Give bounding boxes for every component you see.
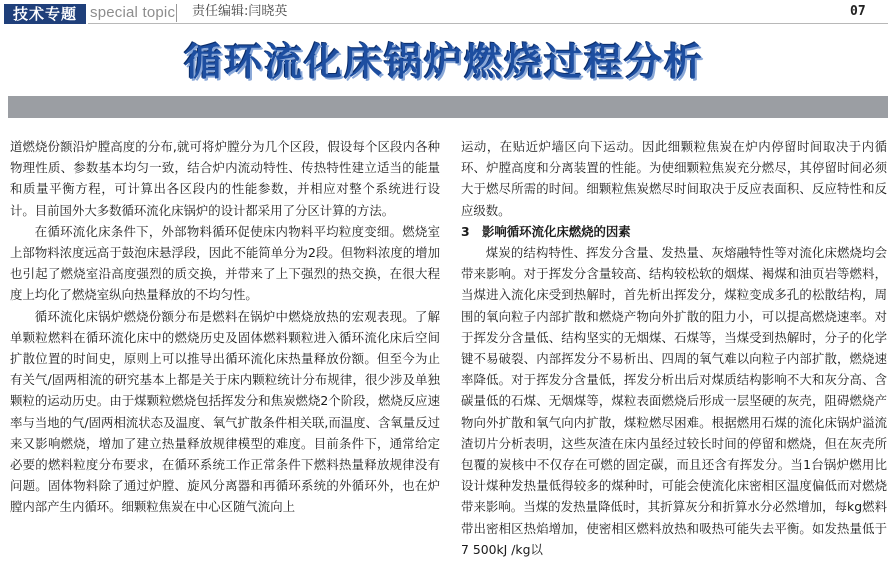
left-column: [10, 136, 440, 588]
header-rule: [88, 23, 888, 24]
paragraph: 煤炭的结构特性、挥发分含量、发热量、灰熔融特性等对流化床燃烧均会带来影响。对于挥发分含量较高、结构较松软的烟煤、褐煤和油页岩等燃料，当煤进入流化床受到热解时，首先析出挥发分，煤粒变成多孔的松散结构，周围的氧向粒子内部扩散和燃烧产物向外扩散的阻力小，可以提高燃烧速率。对于挥发分含量低、结构坚实的无烟煤、石煤等，当煤受到热解时，分子的化学键不易破裂、内部挥发分不易析出、四周的氧气难以向粒子内部扩散，燃烧速率降低。对于挥发分含量低，挥发分析出后对煤质结构影响不大和灰分高、含碳量低的石煤、无烟煤等，煤粒表面燃烧后形成一层坚硬的灰壳，阻碍燃烧产物向外扩散和氧气向内扩散，煤粒燃尽困难。根据燃用石煤的流化床锅炉溢流渣切片分析表明，这些灰渣在床内虽经过较长时间的停留和燃烧，但在灰壳所包覆的炭核中不仅存在可燃的固定碳，而且还含有挥发分。当1台锅炉燃用比设计煤种发热量低得较多的煤种时，可能会使流化床密相区温度偏低而对燃烧带来影响。当煤的发热量降低时，其折算灰分和折算水分必然增加，每kg燃料带出密相区热焰增加，使密相区燃料放热和吸热可能失去平衡。如发热量低于7 500kJ /kg以: [461, 245, 887, 557]
article-title: 循环流化床锅炉燃烧过程分析: [183, 40, 704, 84]
page-header: [0, 0, 888, 26]
paragraph: 循环流化床锅炉燃烧份额分布是燃料在锅炉中燃烧放热的宏观表现。了解单颗粒燃料在循环流化床中的燃烧历史及固体燃料颗粒进入循环流化床后空间扩散位置的时间史，原则上可以推导出循环流化床热量释放份额。但至今为止有关气/固两相流的研究基本上都是关于床内颗粒统计分布规律，很少涉及单独颗粒的运动历史。由于煤颗粒燃烧包括挥发分和焦炭燃烧2个阶段，燃烧反应速率与当地的气/固两相流状态及温度、氧气扩散条件相关联,而温度、含氧量反过来又影响燃烧，增加了建立热量释放规律模型的难度。目前条件下，通常给定必要的燃料粒度分布要求，在循环系统工作正常条件下燃料热量释放规律没有问题。固体物料除了通过炉膛、旋风分离器和再循环系统的外循环外，也在炉膛内部产生内循环。细颗粒焦炭在中心区随气流向上: [10, 308, 440, 515]
section-heading: 3 影响循环流化床燃烧的因素: [461, 223, 631, 239]
header-divider: [176, 4, 177, 22]
paragraph: 在循环流化床条件下，外部物料循环促使床内物料平均粒度变细。燃烧室上部物料浓度远高于鼓泡床悬浮段，因此不能简单分为2段。但物料浓度的增加也引起了燃烧室沿高度强烈的质交换，并带来了上下强烈的热交换，在很大程度上均化了燃烧室纵向热量释放的不均匀性。: [10, 223, 440, 303]
page-number: 07: [850, 4, 866, 19]
title-band: [8, 96, 888, 118]
section-brand-subtitle: special topic: [90, 4, 176, 21]
responsible-editor: 责任编辑:闫晓英: [192, 4, 288, 19]
right-column: [461, 136, 887, 588]
section-brand: 技术专题: [4, 4, 86, 24]
paragraph: 道燃烧份额沿炉膛高度的分布,就可将炉膛分为几个区段，假设每个区段内各种物理性质、参数基本均匀一致，结合炉内流动特性、传热特性建立适当的能量和质量平衡方程，可计算出各区段内的性能参数，并相应对整个系统进行设计。目前国外大多数循环流化床锅炉的设计都采用了分区计算的方法。: [10, 139, 440, 218]
paragraph: 运动，在贴近炉墙区向下运动。因此细颗粒焦炭在炉内停留时间取决于内循环、炉膛高度和分离装置的性能。为使细颗粒焦炭充分燃尽，其停留时间必须大于燃尽所需的时间。细颗粒焦炭燃尽时间取决于反应表面积、反应特性和反应级数。: [461, 139, 887, 218]
